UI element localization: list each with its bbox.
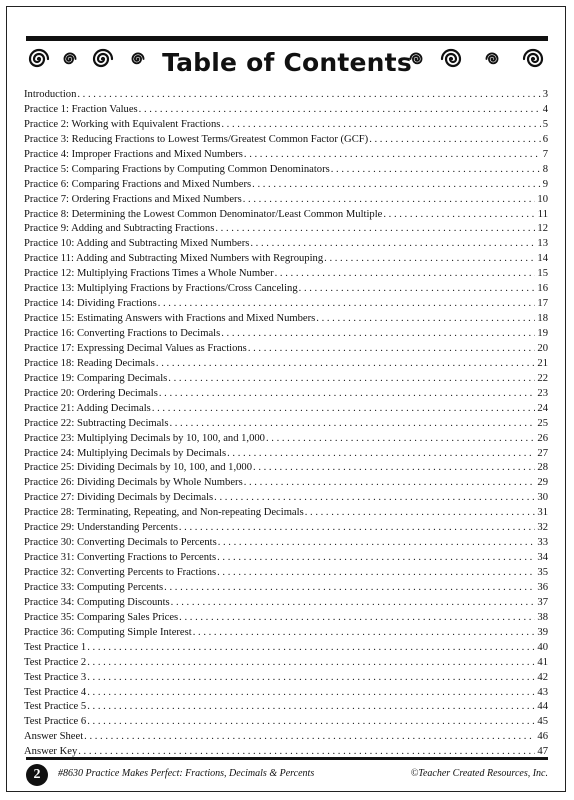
toc-entry-label: Practice 6: Comparing Fractions and Mixed Numbers [24, 178, 252, 190]
toc-entry-page: 15 [537, 268, 548, 280]
toc-entry-page: 27 [537, 447, 548, 459]
dot-leader [217, 551, 535, 566]
toc-entry [24, 700, 548, 715]
toc-entry-page: 28 [537, 462, 548, 474]
toc-entry-page: 21 [537, 357, 548, 369]
toc-entry-label: Practice 12: Multiplying Fractions Times a Whole Number [24, 268, 274, 280]
toc-entry-label: Practice 13: Multiplying Fractions by Fractions/Cross Canceling [24, 283, 298, 295]
toc-entry-label: Practice 29: Understanding Percents [24, 522, 178, 534]
toc-entry-label: Practice 7: Ordering Fractions and Mixed Numbers [24, 193, 242, 205]
toc-entry-page: 17 [537, 298, 548, 310]
toc-entry-page: 25 [537, 417, 548, 429]
toc-entry-label: Test Practice 3 [24, 671, 87, 683]
toc-entry-label: Practice 32: Converting Percents to Fractions [24, 567, 217, 578]
toc-entry-page: 43 [537, 686, 548, 698]
toc-entry-page: 42 [537, 671, 548, 683]
page-title: Table of Contents [162, 48, 412, 77]
toc-entry-page: 4 [542, 103, 548, 115]
toc-entry-label: Practice 28: Terminating, Repeating, and Non-repeating Decimals [24, 507, 304, 519]
dot-leader [250, 237, 535, 252]
dot-leader [158, 297, 536, 312]
dot-leader [215, 222, 535, 237]
dot-leader [217, 566, 535, 581]
toc-entry-label: Practice 23: Multiplying Decimals by 10, 100, and 1,000 [24, 432, 265, 444]
toc-entry [24, 432, 548, 447]
dot-leader [244, 148, 541, 163]
toc-entry-label: Test Practice 1 [24, 641, 87, 653]
bottom-rule [26, 757, 548, 760]
toc-entry [24, 536, 548, 551]
toc-entry-label: Practice 31: Converting Fractions to Percents [24, 552, 217, 564]
toc-entry-page: 33 [537, 537, 548, 549]
toc-entry-label: Practice 34: Computing Discounts [24, 596, 170, 608]
toc-entry-page: 23 [537, 387, 548, 399]
toc-entry [24, 521, 548, 536]
dot-leader [179, 611, 535, 626]
toc-entry-label: Practice 35: Comparing Sales Prices [24, 611, 179, 623]
spiral-icon [438, 46, 464, 72]
dot-leader [227, 447, 535, 462]
toc-entry-page: 18 [537, 313, 548, 325]
dot-leader [152, 402, 536, 417]
toc-entry-label: Test Practice 2 [24, 656, 87, 668]
toc-entry-page: 30 [537, 492, 548, 504]
page-number-badge: 2 [26, 764, 48, 786]
toc-entry [24, 596, 548, 611]
toc-entry [24, 237, 548, 252]
toc-entry [24, 461, 548, 476]
toc-entry [24, 491, 548, 506]
toc-entry [24, 686, 548, 701]
toc-entry-label: Practice 33: Computing Percents [24, 581, 164, 593]
toc-entry-page: 7 [542, 148, 548, 160]
toc-entry-label: Practice 19: Comparing Decimals [24, 372, 168, 384]
dot-leader [193, 626, 536, 641]
dot-leader [156, 357, 535, 372]
dot-leader [87, 641, 535, 656]
toc-entry-label: Practice 36: Computing Simple Interest [24, 626, 192, 638]
toc-entry [24, 178, 548, 193]
dot-leader [331, 163, 541, 178]
toc-entry [24, 641, 548, 656]
dot-leader [253, 461, 535, 476]
dot-leader [169, 417, 535, 432]
toc-entry-page: 29 [537, 477, 548, 489]
toc-entry-page: 46 [537, 731, 548, 743]
toc-entry-page: 24 [537, 402, 548, 414]
spiral-icon [408, 51, 424, 67]
toc-entry-label: Practice 1: Fraction Values [24, 103, 138, 115]
dot-leader [214, 491, 535, 506]
dot-leader [139, 103, 541, 118]
toc-entry-label: Practice 11: Adding and Subtracting Mixed Numbers with Regrouping [24, 253, 324, 265]
toc-entry-label: Practice 22: Subtracting Decimals [24, 417, 169, 429]
toc-entry-page: 38 [537, 611, 548, 623]
page-footer [26, 762, 548, 788]
toc-entry [24, 88, 548, 103]
toc-entry [24, 730, 548, 745]
toc-entry [24, 715, 548, 730]
dot-leader [87, 656, 535, 671]
toc-entry-page: 13 [537, 238, 548, 250]
toc-entry-label: Test Practice 4 [24, 686, 87, 698]
toc-entry-label: Test Practice 5 [24, 701, 87, 713]
toc-entry [24, 372, 548, 387]
toc-entry [24, 387, 548, 402]
toc-entry-label: Practice 16: Converting Fractions to Decimals [24, 328, 221, 339]
dot-leader [221, 327, 535, 342]
toc-entry-label: Practice 14: Dividing Fractions [24, 298, 157, 310]
toc-entry-page: 16 [537, 283, 548, 295]
book-title: #8630 Practice Makes Perfect: Fractions, Decimals & Percents [58, 768, 315, 779]
toc-entry-page: 39 [537, 626, 548, 638]
toc-entry-page: 32 [537, 522, 548, 534]
dot-leader [87, 686, 535, 701]
toc-entry-label: Practice 20: Ordering Decimals [24, 387, 158, 399]
toc-entry-page: 45 [537, 716, 548, 728]
toc-entry-label: Practice 25: Dividing Decimals by 10, 100, and 1,000 [24, 462, 253, 474]
toc-entry [24, 671, 548, 686]
toc-entry-page: 20 [537, 342, 548, 354]
toc-entry-label: Practice 26: Dividing Decimals by Whole Numbers [24, 477, 243, 489]
toc-entry [24, 103, 548, 118]
toc-entry-label: Practice 24: Multiplying Decimals by Decimals [24, 447, 227, 459]
toc-entry-page: 36 [537, 581, 548, 593]
toc-entry-label: Answer Sheet [24, 731, 84, 743]
toc-entry-page: 47 [537, 746, 548, 758]
toc-entry [24, 626, 548, 641]
table-of-contents [24, 88, 548, 760]
dot-leader [266, 432, 535, 447]
toc-entry-page: 31 [537, 507, 548, 519]
toc-entry-label: Practice 15: Estimating Answers with Fractions and Mixed Numbers [24, 313, 316, 325]
page-header [26, 46, 548, 80]
toc-entry [24, 208, 548, 223]
toc-entry-label: Practice 10: Adding and Subtracting Mixed Numbers [24, 238, 250, 250]
toc-entry-page: 14 [537, 253, 548, 265]
toc-entry-page: 8 [542, 163, 548, 175]
toc-entry [24, 417, 548, 432]
copyright-notice: ©Teacher Created Resources, Inc. [410, 768, 548, 779]
toc-entry [24, 611, 548, 626]
toc-entry-label: Practice 2: Working with Equivalent Fractions [24, 118, 221, 130]
toc-entry-page: 34 [537, 552, 548, 564]
dot-leader [305, 506, 536, 521]
toc-entry-label: Practice 30: Converting Decimals to Percents [24, 537, 217, 549]
dot-leader [299, 282, 536, 297]
toc-entry-label: Test Practice 6 [24, 716, 87, 728]
toc-entry [24, 312, 548, 327]
dot-leader [87, 671, 535, 686]
toc-entry [24, 252, 548, 267]
toc-entry-label: Answer Key [24, 746, 78, 758]
toc-entry-label: Practice 8: Determining the Lowest Common Denominator/Least Common Multiple [24, 208, 383, 220]
dot-leader [252, 178, 541, 193]
toc-entry-label: Practice 18: Reading Decimals [24, 357, 155, 369]
dot-leader [87, 700, 535, 715]
toc-entry-label: Practice 9: Adding and Subtracting Fractions [24, 223, 215, 235]
dot-leader [159, 387, 536, 402]
spiral-icon [484, 51, 500, 67]
toc-entry [24, 193, 548, 208]
dot-leader [168, 372, 535, 387]
toc-entry-page: 10 [537, 193, 548, 205]
dot-leader [221, 118, 540, 133]
toc-entry-page: 22 [537, 372, 548, 384]
toc-entry-label: Practice 3: Reducing Fractions to Lowest Terms/Greatest Common Factor (GCF) [24, 133, 369, 145]
dot-leader [164, 581, 535, 596]
toc-entry [24, 133, 548, 148]
dot-leader [383, 208, 535, 223]
dot-leader [218, 536, 536, 551]
toc-entry [24, 551, 548, 566]
toc-entry [24, 357, 548, 372]
dot-leader [369, 133, 541, 148]
toc-entry-page: 26 [537, 432, 548, 444]
toc-entry-page: 11 [537, 208, 548, 220]
dot-leader [84, 730, 535, 745]
top-rule [26, 36, 548, 41]
toc-entry-page: 37 [537, 596, 548, 608]
toc-entry [24, 163, 548, 178]
toc-entry-page: 35 [537, 567, 548, 578]
dot-leader [77, 88, 540, 103]
toc-entry [24, 581, 548, 596]
toc-entry-label: Practice 17: Expressing Decimal Values as Fractions [24, 342, 247, 354]
toc-entry [24, 402, 548, 417]
toc-entry [24, 342, 548, 357]
toc-entry-page: 19 [537, 328, 548, 339]
toc-entry-page: 3 [542, 89, 548, 100]
dot-leader [248, 342, 536, 357]
toc-entry-page: 44 [537, 701, 548, 713]
toc-entry [24, 148, 548, 163]
toc-entry-label: Introduction [24, 89, 77, 100]
toc-entry-page: 9 [542, 178, 548, 190]
dot-leader [171, 596, 536, 611]
toc-entry-page: 40 [537, 641, 548, 653]
toc-entry [24, 506, 548, 521]
dot-leader [244, 476, 536, 491]
toc-entry-label: Practice 27: Dividing Decimals by Decimals [24, 492, 214, 504]
toc-entry [24, 222, 548, 237]
toc-entry-label: Practice 21: Adding Decimals [24, 402, 151, 414]
toc-entry [24, 566, 548, 581]
dot-leader [243, 193, 536, 208]
toc-entry-label: Practice 4: Improper Fractions and Mixed Numbers [24, 148, 243, 160]
dot-leader [179, 521, 536, 536]
toc-entry-page: 5 [542, 118, 548, 130]
toc-entry [24, 656, 548, 671]
toc-entry-page: 6 [542, 133, 548, 145]
toc-entry [24, 476, 548, 491]
toc-entry [24, 327, 548, 342]
dot-leader [87, 715, 535, 730]
dot-leader [324, 252, 535, 267]
spiral-icon [520, 46, 546, 72]
toc-entry [24, 118, 548, 133]
toc-entry [24, 267, 548, 282]
toc-entry [24, 282, 548, 297]
toc-entry [24, 297, 548, 312]
dot-leader [275, 267, 536, 282]
toc-entry [24, 447, 548, 462]
toc-entry-page: 12 [537, 223, 548, 235]
toc-entry-page: 41 [537, 656, 548, 668]
toc-entry-label: Practice 5: Comparing Fractions by Computing Common Denominators [24, 163, 330, 175]
dot-leader [316, 312, 535, 327]
